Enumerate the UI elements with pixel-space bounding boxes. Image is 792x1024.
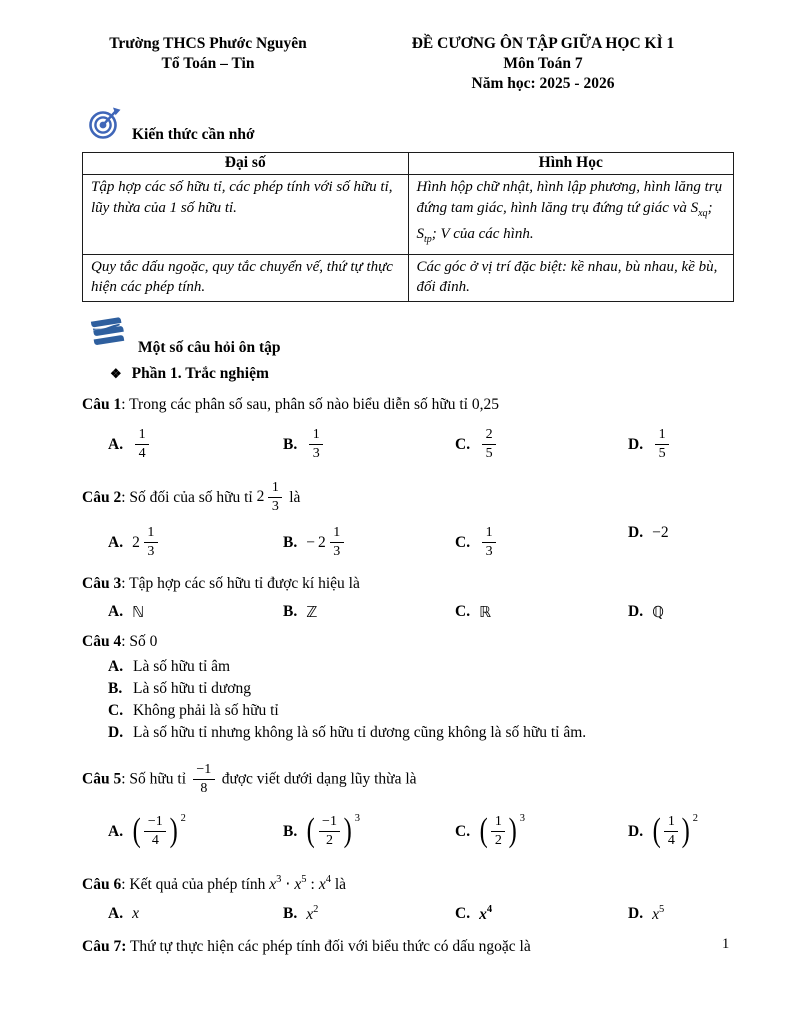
number-set-symbol: ℕ [132,603,145,622]
option-c: C. $\frac{1}{3}$ [455,525,628,561]
option-c: C. Không phải là số hữu tỉ [108,702,279,720]
school-year: Năm học: 2025 - 2026 [471,75,615,92]
cell-algebra-2: Quy tắc dấu ngoặc, quy tắc chuyển vế, thứ tự thực hiện các phép tính. [83,254,409,301]
school-name: Trường THCS Phước Nguyên [109,35,307,52]
power-fraction: ( $\frac{1}{4}$ ) 2 [652,812,698,850]
header-right [360,34,726,94]
question-3: Câu 3: Tập hợp các số hữu tỉ được kí hiệu là [82,575,360,593]
question-6-options [82,905,734,924]
power-term: $x^5$ [652,903,665,923]
fraction: $\frac{1}{4}$ [135,427,149,463]
question-3-options [82,603,734,621]
questions-section-heading [82,315,734,358]
option-c: C. $\frac{2}{5}$ [455,427,628,463]
table-row [83,175,734,255]
option-a: A. Là số hữu tỉ âm [108,658,231,676]
power-fraction: ( $\frac{-1}{4}$ ) 2 [132,812,186,850]
question-4-options [82,656,734,744]
part1-title: Phần 1. Trắc nghiệm [131,364,269,382]
question-7: Câu 7: Thứ tự thực hiện các phép tính đối với biểu thức có dấu ngoặc là [82,937,531,955]
option-d: D. $\frac{1}{5}$ [628,427,734,463]
table-header-algebra: Đại số [83,153,409,175]
number-set-symbol: ℝ [479,603,491,622]
question-6: Câu 6: Kết quả của phép tính $x^3 \cdot x^5$ : $x^4$ là [82,873,347,893]
option-d: D. −2 [628,524,669,542]
table-header-geometry: Hình Học [408,153,734,175]
option-d: D. ℚ [628,603,664,622]
questions-section-title: Một số câu hỏi ôn tập [138,338,281,356]
power-term: $x^2$ [306,903,319,923]
knowledge-table [82,152,734,302]
department-name: Tổ Toán – Tin [161,55,255,72]
header-left [82,34,334,74]
question-1-options [82,423,734,467]
option-b: B. ( $\frac{-1}{2}$ ) 3 [283,812,361,850]
question-1: Câu 1: Trong các phân số sau, phân số nào biểu diễn số hữu tỉ 0,25 [82,395,499,413]
number-set-symbol: ℤ [306,603,318,622]
diamond-bullet-icon: ❖ [110,365,122,381]
option-c: C. ℝ [455,603,491,622]
header [82,34,734,94]
option-b: B. Là số hữu tỉ dương [108,680,251,698]
document-title: ĐỀ CƯƠNG ÔN TẬP GIỮA HỌC KÌ 1 [411,35,675,52]
mixed-number: 2 $\frac{1}{3}$ [257,480,286,516]
cell-geometry-1: Hình hộp chữ nhật, hình lập phương, hình lăng trụ đứng tam giác, hình lăng trụ đứng tứ giác và $S_{xq}$; $S_{tp}$; V của các hình. [408,175,734,255]
power-term: $x^4$ [479,903,493,923]
option-c: C. ( $\frac{1}{2}$ ) 3 [455,812,525,850]
question-5: Câu 5: Số hữu tỉ $\frac{-1}{8}$ được viết dưới dạng lũy thừa là [82,762,417,797]
power-fraction: ( $\frac{-1}{2}$ ) 3 [306,812,361,850]
option-d: D. ( $\frac{1}{4}$ ) 2 [628,812,698,850]
cell-geometry-2: Các góc ở vị trí đặc biệt: kề nhau, bù nhau, kề bù, đối đỉnh. [408,254,734,301]
page-number: 1 [722,936,730,952]
question-2: Câu 2: Số đối của số hữu tỉ 2 $\frac{1}{3}$ là [82,479,301,514]
option-d: D. Là số hữu tỉ nhưng không là số hữu tỉ dương cũng không là số hữu tỉ âm. [108,724,587,742]
fraction: $\frac{2}{5}$ [482,427,496,463]
table-row [83,254,734,301]
table-header-row [83,153,734,175]
fraction: $\frac{1}{3}$ [309,427,323,463]
fraction: $\frac{1}{5}$ [655,427,669,463]
option-a: A. $\frac{1}{4}$ [108,427,283,463]
option-b: B. − 2 $\frac{1}{3}$ [283,525,455,561]
target-dart-icon [88,104,124,145]
fraction: $\frac{1}{3}$ [482,525,496,561]
question-5-options [82,808,734,856]
option-a: A. 2 $\frac{1}{3}$ [108,525,283,561]
option-b: B. $\frac{1}{3}$ [283,427,455,463]
mixed-number: − 2 $\frac{1}{3}$ [306,525,347,561]
option-b: B. $x^2$ [283,903,319,923]
question-4: Câu 4: Số 0 [82,633,158,651]
option-a: A. ( $\frac{-1}{4}$ ) 2 [108,812,186,850]
mixed-number: 2 $\frac{1}{3}$ [132,525,161,561]
option-b: B. ℤ [283,603,318,622]
question-2-options [82,521,734,565]
math-expression: $x^3 \cdot x^5$ : $x^4$ [269,873,331,893]
book-stack-icon [88,315,130,358]
subject-line: Môn Toán 7 [503,55,583,72]
option-a: A. x [108,905,139,923]
power-fraction: ( $\frac{1}{2}$ ) 3 [479,812,525,850]
part1-heading [82,365,734,383]
cell-algebra-1: Tập hợp các số hữu tỉ, các phép tính với số hữu tỉ, lũy thừa của 1 số hữu tỉ. [83,175,409,255]
number-set-symbol: ℚ [652,603,664,622]
knowledge-section-title: Kiến thức cần nhớ [132,126,255,143]
fraction: $\frac{-1}{8}$ [193,762,215,798]
option-c: C. $x^4$ [455,903,493,923]
knowledge-section-heading [82,104,734,145]
option-d: D. $x^5$ [628,903,665,923]
option-a: A. ℕ [108,603,145,622]
